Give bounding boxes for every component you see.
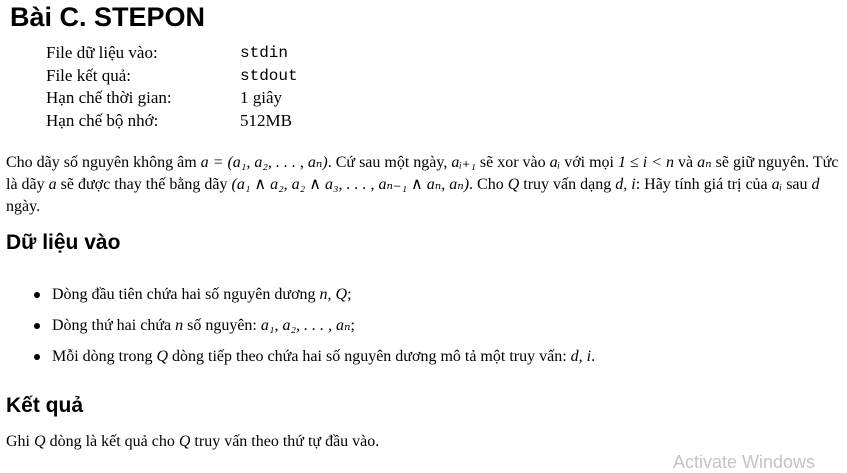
info-row-memory-limit [46, 110, 298, 133]
output-text: truy vấn theo thứ tự đầu vào. [190, 433, 380, 450]
info-label: Hạn chế bộ nhớ: [46, 110, 159, 130]
statement-text: . Cho [469, 176, 508, 193]
item-text: ; [350, 317, 355, 334]
math-expr: a [48, 176, 57, 193]
item-text: Mỗi dòng trong [52, 348, 157, 365]
math-expr: aᵢ [771, 176, 783, 193]
math-expr: aₙ [697, 154, 712, 171]
bullet-icon [34, 354, 40, 360]
list-item [34, 284, 595, 315]
item-text: . [591, 348, 596, 365]
item-text: dòng tiếp theo chứa hai số nguyên dương mô tả một truy vấn: [168, 348, 571, 365]
statement-text: truy vấn dạng [519, 176, 616, 193]
math-expr: n [175, 317, 184, 334]
statement-text: . Cứ sau một ngày, [327, 154, 452, 171]
info-label: Hạn chế thời gian: [46, 88, 172, 107]
statement-text: sẽ được thay thế bằng dãy [56, 176, 232, 193]
math-expr: a = (a₁, a₂, . . . , aₙ) [200, 154, 328, 171]
math-expr: d, i [570, 348, 592, 365]
info-value: stdout [240, 66, 298, 85]
math-expr: Q [156, 348, 169, 365]
math-expr: d [811, 176, 820, 193]
output-text: dòng là kết quả cho [45, 433, 179, 450]
statement-text: sau [782, 176, 812, 193]
bullet-icon [34, 323, 40, 329]
info-value: stdin [240, 44, 289, 62]
problem-info-table [46, 42, 298, 132]
math-expr: n, Q [319, 286, 348, 303]
math-expr: Q [34, 433, 46, 450]
output-text: Ghi [6, 433, 34, 450]
info-label: File dữ liệu vào: [46, 43, 158, 62]
statement-text: sẽ giữ nguyên. Tức là dãy [6, 154, 839, 193]
bullet-icon [34, 292, 40, 298]
item-text: Dòng thứ hai chứa [52, 317, 176, 334]
statement-text: với mọi [560, 154, 618, 171]
math-expr: Q [507, 176, 520, 193]
list-item [34, 346, 595, 377]
problem-statement [6, 152, 841, 218]
item-text: số nguyên: [183, 317, 261, 334]
activation-watermark: Activate Windows [673, 452, 816, 472]
section-heading-input: Dữ liệu vào [6, 231, 121, 254]
statement-text: Cho dãy số nguyên không âm [6, 154, 201, 171]
statement-text: và [674, 154, 698, 171]
statement-text: ngày. [6, 198, 41, 215]
math-expr: a₁, a₂, . . . , aₙ [260, 317, 351, 334]
statement-text: : Hãy tính giá trị của [635, 176, 772, 193]
math-expr: d, i [615, 176, 636, 193]
info-label: File kết quả: [46, 65, 131, 85]
list-item [34, 315, 595, 346]
info-value: 512MB [240, 110, 292, 130]
item-text: Dòng đầu tiên chứa hai số nguyên dương [52, 286, 320, 303]
math-expr: 1 ≤ i < n [617, 154, 675, 171]
info-row-input-file [46, 42, 298, 65]
section-heading-output: Kết quả [6, 394, 84, 417]
info-row-output-file [46, 65, 298, 88]
info-row-time-limit [46, 87, 298, 110]
statement-text: sẽ xor vào [475, 154, 550, 171]
info-value: 1 giây [240, 88, 283, 107]
math-expr: aᵢ [549, 154, 561, 171]
input-description-list [34, 284, 595, 377]
math-expr: aᵢ₊₁ [451, 154, 476, 171]
item-text: ; [347, 286, 352, 303]
problem-title: Bài C. STEPON [10, 2, 206, 32]
math-expr: (a₁ ∧ a₂, a₂ ∧ a₃, . . . , aₙ₋₁ ∧ aₙ, aₙ) [231, 176, 470, 193]
math-expr: Q [178, 433, 191, 450]
output-description [6, 431, 841, 453]
